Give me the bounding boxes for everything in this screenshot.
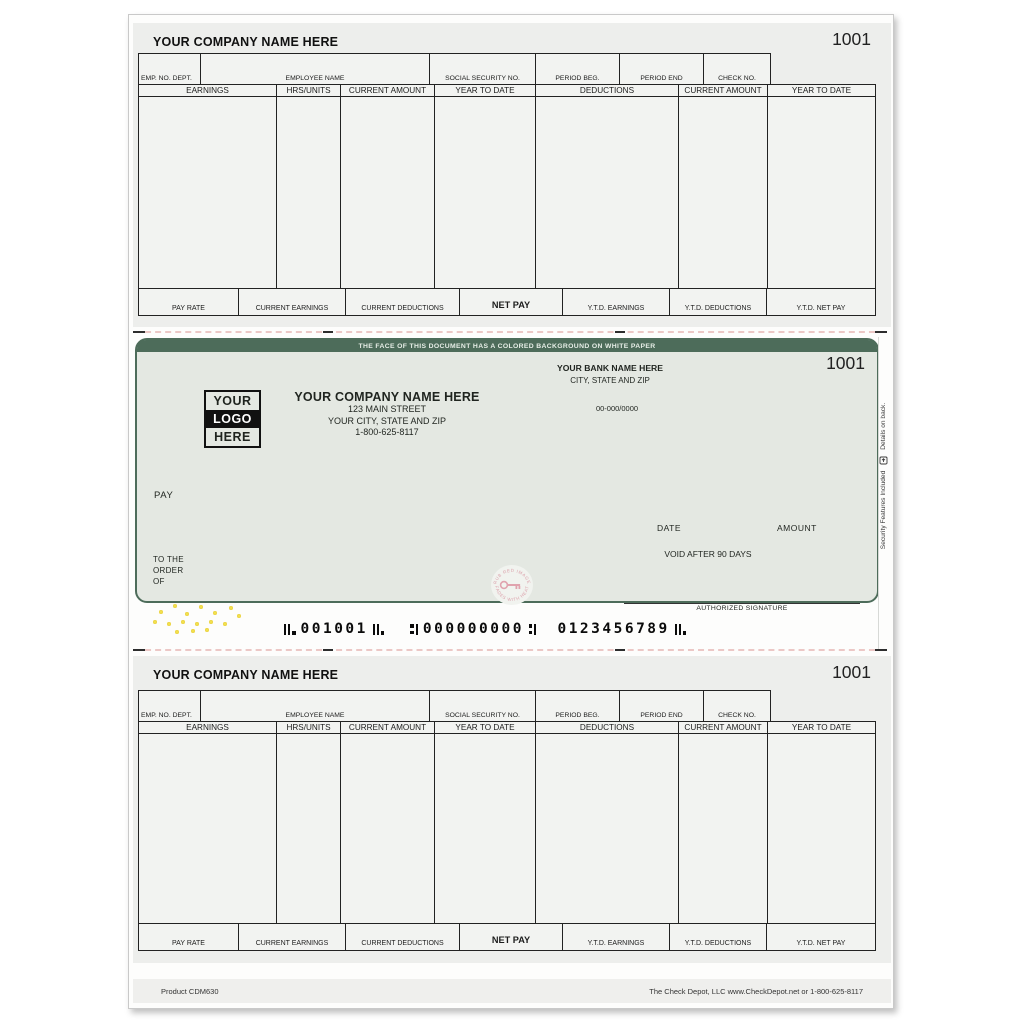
signature-line (624, 603, 860, 604)
year-to-date-column (434, 733, 536, 924)
micr-line (279, 619, 691, 639)
to-the-order-of-label: TO THE ORDER OF (153, 555, 184, 587)
deductions-column (535, 733, 679, 924)
vendor-info: The Check Depot, LLC www.CheckDepot.net or 1-800-625-8117 (649, 986, 863, 996)
amount-label: AMOUNT (777, 523, 817, 533)
micr-onus-symbol (675, 624, 687, 635)
ssn-cell: SOCIAL SECURITY NO. (429, 53, 536, 85)
micr-transit-symbol (529, 624, 537, 635)
period-end-cell: PERIOD END (619, 690, 704, 722)
current-amount-column-2 (678, 733, 768, 924)
year-to-date-column (434, 96, 536, 289)
details-on-back-icon (879, 456, 888, 465)
year-to-date-header: YEAR TO DATE (434, 721, 536, 734)
earnings-column (138, 733, 277, 924)
perforation-line-top (135, 331, 885, 333)
emp-no-dept-cell: EMP. NO. DEPT. (138, 690, 201, 722)
company-address: 123 MAIN STREET (347, 404, 427, 414)
year-to-date-header-2: YEAR TO DATE (767, 721, 876, 734)
current-amount-header: CURRENT AMOUNT (340, 84, 435, 97)
routing-fraction: 00-000/0000 (595, 404, 639, 413)
info-row-filler (770, 690, 876, 722)
employee-name-cell: EMPLOYEE NAME (200, 53, 430, 85)
table-body-row (138, 733, 884, 924)
net-pay-cell: NET PAY (459, 923, 563, 951)
year-to-date-header-2: YEAR TO DATE (767, 84, 876, 97)
void-after-90-days-text: VOID AFTER 90 DAYS (664, 549, 752, 559)
period-beg-cell: PERIOD BEG. (535, 690, 620, 722)
ytd-deductions-cell: Y.T.D. DEDUCTIONS (669, 923, 767, 951)
micr-onus-symbol (284, 624, 296, 635)
company-block (267, 390, 507, 439)
micr-routing-number: 000000000 (422, 621, 524, 637)
earnings-header: EARNINGS (138, 721, 277, 734)
earnings-column (138, 96, 277, 289)
stub-header (153, 29, 871, 50)
current-amount-header-2: CURRENT AMOUNT (678, 84, 768, 97)
stub-company-name: YOUR COMPANY NAME HERE (153, 35, 339, 49)
authorized-signature-label: AUTHORIZED SIGNATURE (696, 605, 788, 612)
micr-onus-symbol (373, 624, 385, 635)
pay-stub-top (133, 23, 891, 327)
pay-label: PAY (154, 490, 174, 501)
ytd-deductions-cell: Y.T.D. DEDUCTIONS (669, 288, 767, 316)
ssn-cell: SOCIAL SECURITY NO. (429, 690, 536, 722)
logo-line-1: YOUR (213, 394, 252, 408)
current-earnings-cell: CURRENT EARNINGS (238, 288, 346, 316)
bank-city-state-zip: CITY, STATE AND ZIP (570, 375, 650, 385)
stub-check-number: 1001 (832, 662, 871, 682)
micr-check-number: 001001 (300, 621, 368, 637)
check-form-page (128, 14, 894, 1009)
period-end-cell: PERIOD END (619, 53, 704, 85)
emp-no-dept-cell: EMP. NO. DEPT. (138, 53, 201, 85)
company-name: YOUR COMPANY NAME HERE (294, 390, 480, 404)
deductions-header: DEDUCTIONS (535, 84, 679, 97)
micr-account-number: 0123456789 (557, 621, 670, 637)
pay-rate-cell: PAY RATE (138, 288, 239, 316)
employee-name-cell: EMPLOYEE NAME (200, 690, 430, 722)
hrs-units-column (276, 733, 341, 924)
hrs-units-column (276, 96, 341, 289)
check-no-cell: CHECK NO. (703, 690, 771, 722)
earnings-header: EARNINGS (138, 84, 277, 97)
ytd-net-pay-cell: Y.T.D. NET PAY (766, 288, 876, 316)
period-beg-cell: PERIOD BEG. (535, 53, 620, 85)
hrs-units-header: HRS/UNITS (276, 84, 341, 97)
current-deductions-cell: CURRENT DEDUCTIONS (345, 923, 460, 951)
table-body-row (138, 96, 884, 289)
stub-check-number: 1001 (832, 29, 871, 49)
check-number: 1001 (826, 353, 865, 373)
deductions-header: DEDUCTIONS (535, 721, 679, 734)
current-amount-column-2 (678, 96, 768, 289)
current-deductions-cell: CURRENT DEDUCTIONS (345, 288, 460, 316)
security-dots (145, 600, 255, 640)
payroll-table (138, 53, 884, 316)
year-to-date-column-2 (767, 96, 876, 289)
logo-line-2: LOGO (206, 410, 259, 428)
year-to-date-header: YEAR TO DATE (434, 84, 536, 97)
current-earnings-cell: CURRENT EARNINGS (238, 923, 346, 951)
heat-sensitive-seal-icon (489, 561, 535, 609)
current-amount-header-2: CURRENT AMOUNT (678, 721, 768, 734)
current-amount-column (340, 733, 435, 924)
footer (133, 979, 891, 1003)
employee-info-row (138, 53, 884, 85)
date-label: DATE (657, 523, 682, 533)
current-amount-header: CURRENT AMOUNT (340, 721, 435, 734)
check-no-cell: CHECK NO. (703, 53, 771, 85)
bank-name: YOUR BANK NAME HERE (557, 363, 663, 373)
ytd-earnings-cell: Y.T.D. EARNINGS (562, 288, 670, 316)
totals-row (138, 923, 884, 951)
current-amount-column (340, 96, 435, 289)
bank-block (485, 362, 735, 387)
ytd-net-pay-cell: Y.T.D. NET PAY (766, 923, 876, 951)
hrs-units-header: HRS/UNITS (276, 721, 341, 734)
totals-row (138, 288, 884, 316)
svg-text:FADES WITH HEAT: FADES WITH HEAT (494, 585, 530, 603)
deductions-column (535, 96, 679, 289)
stub-header (153, 662, 871, 683)
company-phone: 1-800-625-8117 (355, 427, 419, 438)
payroll-table (138, 690, 884, 951)
pay-stub-bottom (133, 656, 891, 963)
year-to-date-column-2 (767, 733, 876, 924)
security-features-side-text: Security Features Included Details on back. (879, 402, 887, 550)
perforation-line-bottom (135, 649, 885, 651)
check-banner-text: THE FACE OF THIS DOCUMENT HAS A COLORED BACKGROUND ON WHITE PAPER (137, 340, 877, 352)
stub-company-name: YOUR COMPANY NAME HERE (153, 668, 339, 682)
company-logo-placeholder (204, 390, 261, 448)
check-body (135, 338, 879, 612)
pay-rate-cell: PAY RATE (138, 923, 239, 951)
micr-transit-symbol (410, 624, 418, 635)
employee-info-row (138, 690, 884, 722)
logo-line-3: HERE (214, 430, 251, 444)
svg-text:RUB RED IMAGE: RUB RED IMAGE (492, 567, 532, 585)
info-row-filler (770, 53, 876, 85)
net-pay-cell: NET PAY (459, 288, 563, 316)
ytd-earnings-cell: Y.T.D. EARNINGS (562, 923, 670, 951)
company-city-state-zip: YOUR CITY, STATE AND ZIP (327, 415, 447, 426)
product-code: Product CDM630 (161, 986, 219, 996)
